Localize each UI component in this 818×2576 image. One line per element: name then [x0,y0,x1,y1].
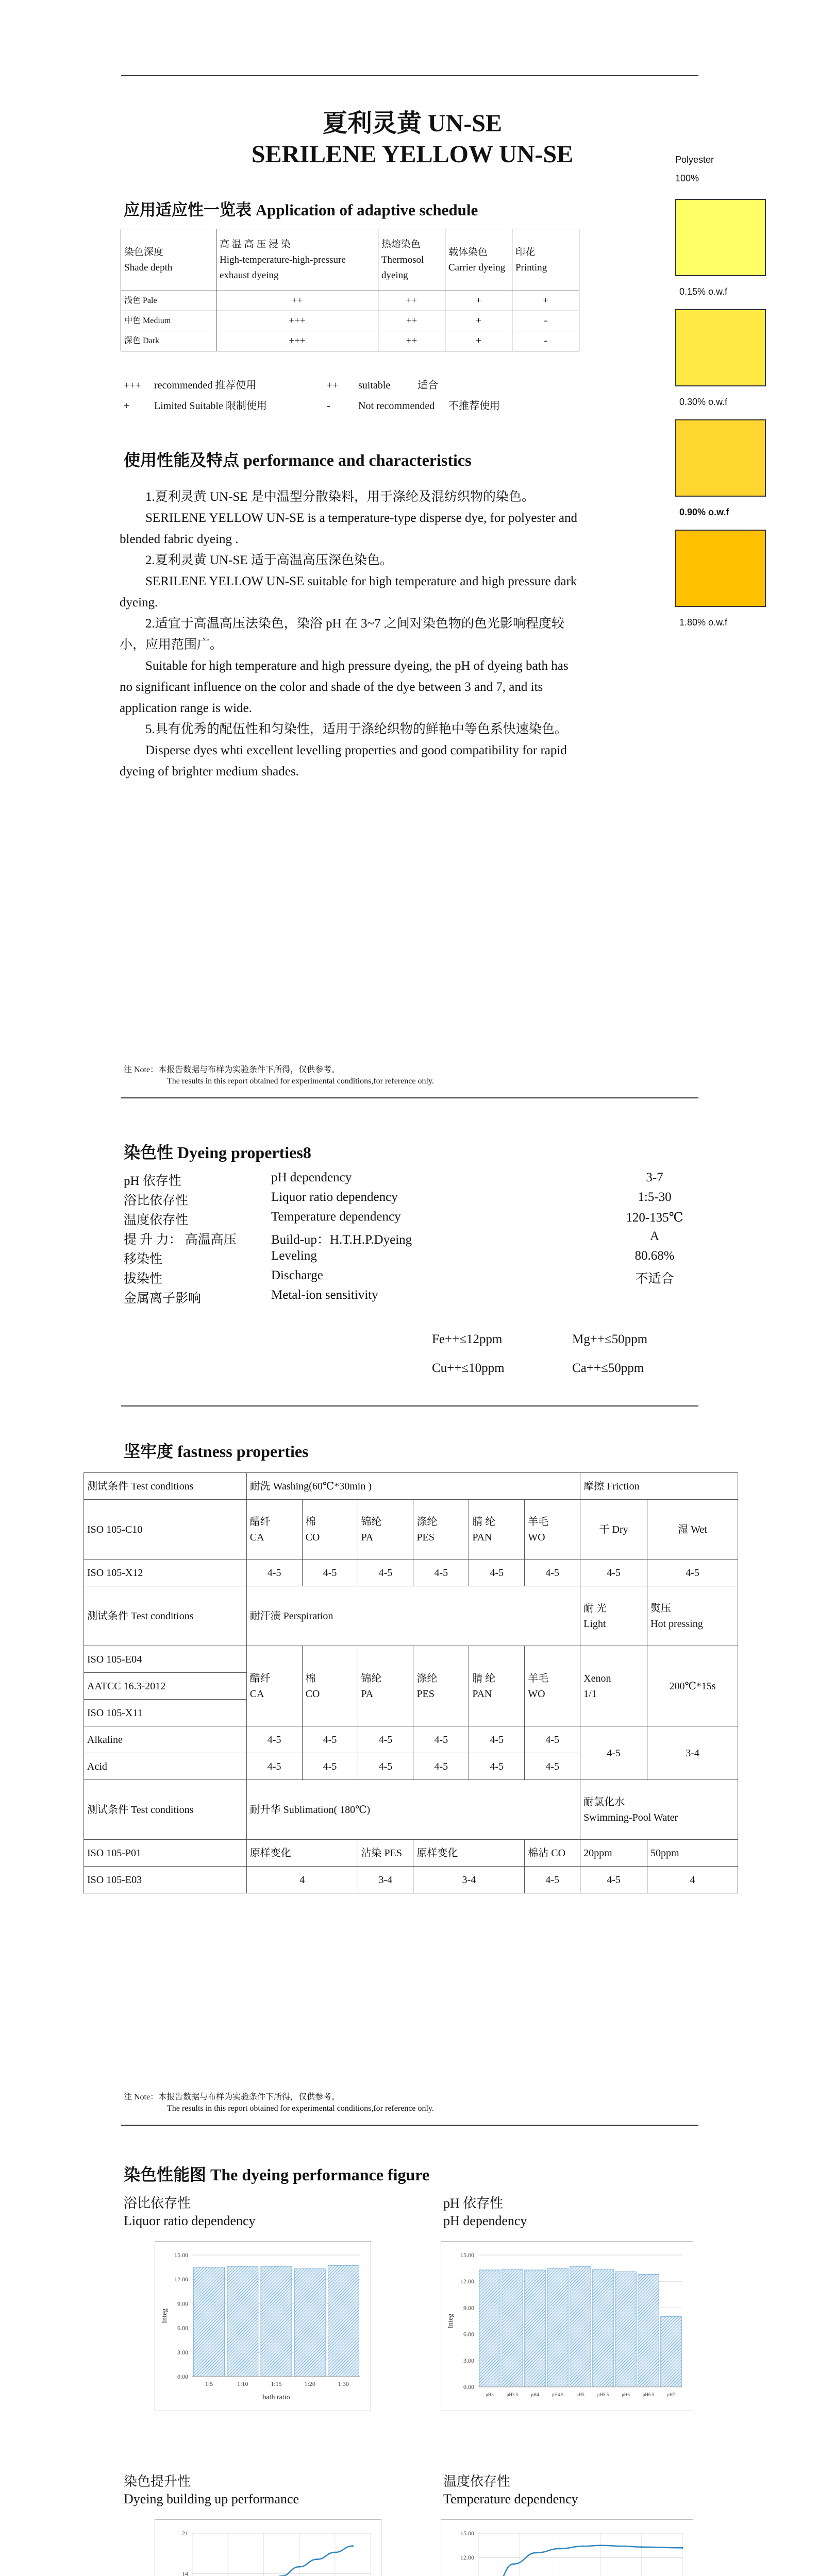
x-tick-label: pH5.5 [597,2392,609,2397]
chart-title-cn: pH 依存性 [443,2196,504,2211]
table-cell: - [512,331,579,351]
table-row [84,1840,738,1867]
application-table [121,229,579,351]
table-cell: 4-5 [358,1726,413,1753]
chart-frame [441,2241,693,2411]
note-line-en: The results in this report obtained for experimental conditions,for reference only. [167,1077,434,1086]
table-cell: 中色 Medium [121,311,216,331]
page-title-cn: 夏利灵黄 UN-SE [322,110,503,137]
table-cell: Xenon 1/1 [580,1646,647,1726]
table-cell: 4 [246,1867,358,1893]
paragraph: 5.具有优秀的配伍性和匀染性，适用于涤纶织物的鲜艳中等色系快速染色。 [145,722,567,736]
table-cell: + [445,311,512,331]
top-divider [121,75,698,76]
swatch-label: 1.80% o.w.f [679,617,728,628]
y-tick-label: 0.00 [463,2383,474,2391]
table-cell: Acid [84,1753,247,1780]
metal-ion-value: Mg++≤50ppm [572,1332,648,1346]
table-row [121,331,579,351]
data-point [559,2548,561,2549]
section-divider [121,1097,698,1098]
section-divider [121,1405,698,1406]
y-tick-label: 14 [182,2570,188,2576]
ph-dependency-chart [441,2242,693,2411]
color-swatch-0 [675,199,766,276]
metal-ion-value: Ca++≤50ppm [572,1361,644,1375]
bar [661,2316,681,2387]
property-row: 拔染性 Discharge 不适合 [124,1268,674,1286]
swatch-label: 0.90% o.w.f [679,507,729,517]
y-tick-label: 6.00 [177,2324,188,2332]
y-axis-label: Integ [161,2308,169,2324]
table-cell: 4-5 [358,1753,413,1780]
note-line-cn: 注 Note：本报告数据与布样为实验条件下所得，仅供参考。 [124,1065,340,1074]
property-row: 移染性 Leveling 80.68% [124,1249,675,1266]
table-row [84,1726,738,1753]
table-cell: 沾染 PES [358,1840,413,1867]
section-divider [121,2125,698,2126]
metal-ion-value: Cu++≤10ppm [432,1361,505,1375]
table-cell: 4-5 [580,1726,647,1780]
table-row [84,1780,738,1840]
table-cell: +++ [216,311,378,331]
data-point [582,2546,584,2547]
data-point [298,2566,300,2568]
table-header-cell: 染色深度 Shade depth [121,229,216,291]
y-tick-label: 0.00 [177,2373,188,2380]
table-cell: 棉沾 CO [525,1840,580,1867]
table-cell: ++ [378,311,445,331]
charts-heading: 染色性能图 The dyeing performance figure [124,2165,430,2184]
bar [502,2269,523,2387]
table-cell: ++ [216,291,378,311]
bar [328,2265,359,2377]
table-cell: 4-5 [246,1726,302,1753]
bar [479,2270,500,2387]
x-tick-label: pH6.5 [642,2392,655,2397]
table-cell: 4-5 [469,1753,525,1780]
chart-title: Liquor ratio dependency [124,2213,256,2228]
table-header-cell: 热熔染色 Thermosol dyeing [378,229,445,291]
table-cell: 湿 Wet [647,1500,738,1560]
y-axis-label: Integ [447,2313,455,2329]
table-cell: 4-5 [525,1726,580,1753]
data-point [641,2546,642,2548]
table-cell: ISO 105-X12 [84,1560,247,1586]
table-cell: ISO 105-C10 [84,1500,247,1560]
table-cell: 4-5 [469,1560,525,1586]
table-cell: Alkaline [84,1726,247,1753]
bar [525,2270,545,2387]
fastness-table [84,1472,738,1893]
data-point [600,2545,602,2546]
table-row [84,1646,738,1673]
table-cell: 锦纶 PA [358,1500,413,1560]
table-cell: 涤纶 PES [413,1500,469,1560]
chart-title: pH dependency [443,2213,527,2228]
swatch-label: 0.30% o.w.f [679,397,728,407]
table-cell: 4 [647,1867,738,1893]
bar [227,2266,258,2377]
build-up-chart [155,2520,381,2576]
x-tick-label: pH4.5 [552,2392,564,2397]
table-row [121,311,579,331]
color-swatch-2 [675,419,766,497]
table-cell: ISO 105-E03 [84,1867,247,1893]
table-cell: ISO 105-E04 [84,1646,247,1673]
table-cell: 棉 CO [302,1646,358,1726]
color-swatch-1 [675,309,766,386]
table-row [121,229,579,291]
chart-title-cn: 染色提升性 [124,2474,191,2489]
application-heading: 应用适应性一览表 Application of adaptive schedule [124,201,478,219]
y-tick-label: 15.00 [174,2251,188,2259]
x-tick-label: 1:20 [304,2380,315,2387]
x-tick-label: pH5 [576,2392,585,2397]
y-tick-label: 9.00 [177,2300,188,2308]
table-cell: 3-4 [413,1867,525,1893]
table-cell: 测试条件 Test conditions [84,1473,247,1500]
chart-title-cn: 温度依存性 [443,2474,511,2489]
table-cell: 耐 光 Light [580,1586,647,1646]
table-cell: ISO 105-P01 [84,1840,247,1867]
table-cell: 熨压 Hot pressing [647,1586,738,1646]
table-cell: 羊毛 WO [525,1500,580,1560]
paragraph: SERILENE YELLOW UN-SE suitable for high temperature and high pressure dark dyeing. [120,574,577,609]
table-cell: 耐洗 Washing(60℃*30min ) [246,1473,580,1500]
y-tick-label: 12.00 [174,2276,188,2283]
table-cell: 4-5 [525,1560,580,1586]
table-cell: 4-5 [525,1867,580,1893]
table-row [84,1500,738,1560]
bar [194,2267,225,2377]
table-cell: 锦纶 PA [358,1646,413,1726]
table-cell: + [512,291,579,311]
dyeing-props-heading: 染色性 Dyeing properties8 [124,1143,311,1162]
table-cell: +++ [216,331,378,351]
bar [547,2268,568,2387]
table-row [121,291,579,311]
data-point [512,2563,514,2565]
table-cell: 4-5 [413,1726,469,1753]
table-cell: 4-5 [413,1560,469,1586]
table-cell: 4-5 [647,1560,738,1586]
paragraph: 2.适宜于高温高压法染色，染浴 pH 在 3~7 之间对染色物的色光影响程度较小，应用范围广。 [120,617,564,652]
table-cell: 4-5 [525,1753,580,1780]
series-line [478,2546,682,2576]
y-tick-label: 6.00 [463,2330,474,2338]
table-cell: 涤纶 PES [413,1646,469,1726]
table-header-cell: 印花 Printing [512,229,579,291]
bar [570,2266,591,2387]
table-row [84,1867,738,1893]
paragraph: SERILENE YELLOW UN-SE is a temperature-type disperse dye, for polyester and blended fabric dyeing . [120,511,577,546]
property-row: 金属离子影响 Metal-ion sensitivity [124,1288,378,1306]
table-cell: 耐氯化水 Swimming-Pool Water [580,1780,738,1840]
y-tick-label: 3.00 [177,2348,188,2356]
table-row [84,1473,738,1500]
fastness-heading: 坚牢度 fastness properties [124,1442,309,1461]
data-point [352,2545,354,2547]
x-tick-label: 1:10 [237,2380,248,2387]
table-cell: 4-5 [469,1726,525,1753]
bar [615,2272,636,2387]
table-cell: 3-4 [647,1726,738,1780]
chart-frame [441,2519,693,2576]
table-cell: - [512,311,579,331]
y-tick-label: 15.00 [460,2251,474,2259]
legend-row: +++ recommended 推荐使用 ++ suitable 适合 [124,380,438,391]
metal-ion-value: Fe++≤12ppm [432,1332,503,1346]
table-header-cell: 载体染色 Carrier dyeing [445,229,512,291]
table-cell: 耐升华 Sublimation( 180℃) [246,1780,580,1840]
note-line-en: The results in this report obtained for experimental conditions,for reference only. [167,2104,434,2113]
table-row [84,1560,738,1586]
chart-frame [155,2241,371,2411]
y-tick-label: 3.00 [463,2357,474,2364]
x-tick-label: pH3 [486,2392,494,2397]
table-cell: 4-5 [413,1753,469,1780]
bar [261,2266,292,2377]
note-block [124,1064,434,1087]
note-line-cn: 注 Note：本报告数据与布样为实验条件下所得，仅供参考。 [124,2093,340,2102]
data-point [316,2558,318,2560]
bar [593,2269,613,2387]
table-cell: 4-5 [302,1753,358,1780]
y-tick-label: 12.00 [460,2278,474,2285]
x-tick-label: 1:30 [338,2380,349,2387]
table-cell: 耐汗渍 Perspiration [246,1586,580,1646]
table-cell: 4-5 [246,1560,302,1586]
property-row: 提 升 力： 高温高压 Build-up：H.T.H.P.Dyeing A [124,1229,660,1247]
y-tick-label: 9.00 [463,2304,474,2312]
data-point [681,2547,683,2549]
table-cell: 干 Dry [580,1500,647,1560]
temperature-chart [441,2520,693,2576]
chart-frame [155,2519,381,2576]
table-cell: 羊毛 WO [525,1646,580,1726]
table-cell: ++ [378,291,445,311]
table-cell: 腈 纶 PAN [469,1500,525,1560]
table-cell: 20ppm [580,1840,647,1867]
chart-title: Dyeing building up performance [124,2492,299,2506]
table-cell: 4-5 [580,1560,647,1586]
x-tick-label: 1:5 [205,2380,213,2387]
x-tick-label: pH6 [622,2392,630,2397]
table-cell: 摩擦 Friction [580,1473,738,1500]
bar [294,2269,325,2377]
x-axis-label: bath ratio [262,2394,290,2401]
table-cell: 原样变化 [246,1840,358,1867]
y-tick-label: 12.00 [460,2554,474,2562]
table-cell: 醋纤 CA [246,1646,302,1726]
performance-body [120,486,583,782]
table-cell: 4-5 [302,1726,358,1753]
table-cell: ++ [378,331,445,351]
property-row: pH 依存性 pH dependency 3-7 [124,1171,663,1188]
table-cell: AATCC 16.3-2012 [84,1673,247,1700]
y-tick-label: 15.00 [460,2530,474,2537]
data-point [334,2551,336,2553]
table-cell: 深色 Dark [121,331,216,351]
table-cell: 测试条件 Test conditions [84,1586,247,1646]
paragraph: 2.夏利灵黄 UN-SE 适于高温高压深色染色。 [145,553,393,567]
swatch-label: 0.15% o.w.f [679,286,728,297]
chart-title: Temperature dependency [443,2492,578,2506]
legend-row: + Limited Suitable 限制使用 - Not recommended 不推荐使用 [124,400,500,412]
property-row: 温度依存性 Temperature dependency 120-135℃ [124,1210,683,1227]
table-cell: 浅色 Pale [121,291,216,311]
swatch-heading-fiber: Polyester [675,155,714,165]
table-cell: 4-5 [580,1867,647,1893]
performance-heading: 使用性能及特点 performance and characteristics [124,451,472,469]
table-cell: + [445,291,512,311]
swatch-heading-percent: 100% [675,173,699,183]
table-cell: 棉 CO [302,1500,358,1560]
paragraph: 1.夏利灵黄 UN-SE 是中温型分散染料，用于涤纶及混纺织物的染色。 [145,490,535,504]
x-tick-label: pH3.5 [506,2392,519,2397]
table-cell: 3-4 [358,1867,413,1893]
note-block [124,2092,434,2114]
chart-title-cn: 浴比依存性 [124,2196,191,2211]
table-cell: 50ppm [647,1840,738,1867]
page-title-en: SERILENE YELLOW UN-SE [251,141,574,168]
x-tick-label: pH7 [667,2392,675,2397]
table-cell: 4-5 [246,1753,302,1780]
table-header-cell: 高 温 高 压 浸 染 High-temperature-high-pressure exhaust dyeing [216,229,378,291]
y-tick-label: 21 [182,2530,188,2537]
liquor-ratio-chart [155,2242,371,2411]
table-cell: 测试条件 Test conditions [84,1780,247,1840]
data-point [623,2546,625,2547]
data-point [536,2552,538,2553]
application-legend [124,375,500,416]
series-line [192,2546,353,2576]
paragraph: Suitable for high temperature and high pressure dyeing, the pH of dyeing bath has no significant influence on the color and shade of the dye between 3 and 7, and its application range is wide. [120,659,569,715]
paragraph: Disperse dyes whti excellent levelling properties and good compatibility for rapid dyeing of brighter medium shades. [120,743,567,778]
property-row: 浴比依存性 Liquor ratio dependency 1:5-30 [124,1190,672,1208]
table-cell: 4-5 [302,1560,358,1586]
table-cell: ISO 105-X11 [84,1700,247,1726]
table-cell: 200℃*15s [647,1646,738,1726]
table-cell: 腈 纶 PAN [469,1646,525,1726]
x-tick-label: pH4 [531,2392,539,2397]
table-row [84,1586,738,1646]
table-cell: 4-5 [358,1560,413,1586]
table-cell: 醋纤 CA [246,1500,302,1560]
table-cell: + [445,331,512,351]
table-cell: 原样变化 [413,1840,525,1867]
color-swatch-3 [675,530,766,607]
bar [638,2275,659,2387]
x-tick-label: 1:15 [271,2380,282,2387]
